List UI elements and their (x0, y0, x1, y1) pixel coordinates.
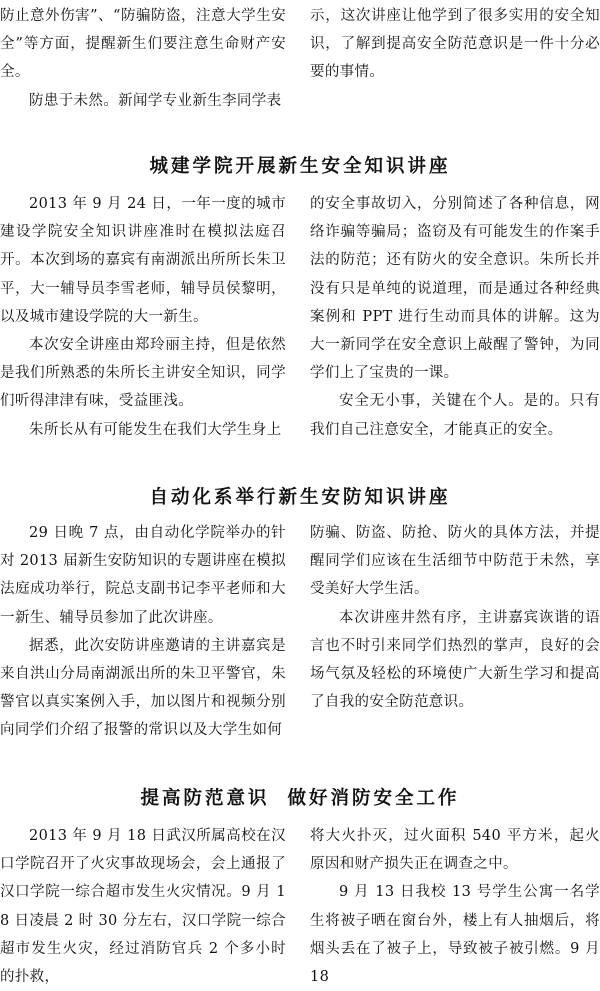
paragraph: 安全无小事，关键在个人。是的。只有我们自己注意安全，才能真正的安全。 (310, 393, 600, 438)
paragraph: 据悉，此次安防讲座邀请的主讲嘉宾是来自洪山分局南湖派出所的朱卫平警官，朱警官以真实案例入手，加以图片和视频分别向同学们介绍了报警的常识以及大学生如何 (0, 637, 286, 739)
article2-right-column (310, 519, 600, 745)
paragraph: 29 日晚 7 点，由自动化学院举办的针对 2013 届新生安防知识的专题讲座在模拟法庭成功举行，院总支副书记李平老师和大一新生、辅导员参加了此次讲座。 (0, 525, 286, 626)
article-title-fire-safety (0, 784, 600, 810)
continued-article (0, 2, 600, 115)
article-automation (0, 519, 600, 745)
article-title-automation: 自动化系举行新生安防知识讲座 (149, 487, 451, 508)
paragraph: 防止意外伤害”、“防骗防盗，注意大学生安全”等方面，提醒新生们要注意生命财产安全。 (0, 8, 286, 81)
paragraph: 防患于未然。新闻学专业新生李同学表 (29, 92, 282, 109)
continued-right-column (310, 2, 600, 115)
article-fire-safety (0, 822, 600, 991)
title-part-1: 提高防范意识 (140, 788, 270, 809)
paragraph: 9 月 13 日我校 13 号学生公寓一名学生将被子晒在窗台外，楼上有人抽烟后，将烟头丢在了被子上，导致被子被引燃。9 月 18 (310, 884, 600, 986)
article-title-urban-construction: 城建学院开展新生安全知识讲座 (149, 156, 451, 177)
paragraph: 示，这次讲座让他学到了很多实用的安全知识，了解到提高安全防范意识是一件十分必要的事情。 (310, 8, 600, 81)
paragraph: 本次讲座井然有序，主讲嘉宾诙谐的语言也不时引来同学们热烈的掌声，良好的会场气氛及轻松的环境使广大新生学习和提高了自我的安全防范意识。 (310, 609, 600, 711)
article2-left-column (0, 519, 286, 745)
paragraph: 2013 年 9 月 24 日，一年一度的城市建设学院安全知识讲座准时在模拟法庭召开。本次到场的嘉宾有南湖派出所所长朱卫平，大一辅导员李雪老师，辅导员侯黎明，以及城市建设学院的大一新生。 (0, 196, 286, 325)
paragraph: 2013 年 9 月 18 日武汉所属高校在汉口学院召开了火灾事故现场会，会上通报了汉口学院一综合超市发生火灾情况。9 月 18 日凌晨 2 时 30 分左右，汉口学院一综合超市发生火灾，经过消防官兵 2 个多小时的扑救， (0, 828, 286, 986)
article1-right-column (310, 190, 600, 444)
article-urban-construction (0, 190, 600, 444)
article3-right-column (310, 822, 600, 991)
article3-left-column (0, 822, 286, 991)
paragraph: 防骗、防盗、防抢、防火的具体方法，并提醒同学们应该在生活细节中防范于未然，享受美好大学生活。 (310, 525, 600, 598)
continued-left-column (0, 2, 286, 115)
title-part-2: 做好消防安全工作 (287, 788, 460, 809)
paragraph: 将大火扑灭，过火面积 540 平方米，起火原因和财产损失正在调查之中。 (310, 828, 600, 873)
paragraph: 的安全事故切入，分别简述了各种信息，网络诈骗等骗局；盗窃及有可能发生的作案手法的防范；还有防火的安全意识。朱所长并没有只是单纯的说道理，而是通过各种经典案例和 PPT 进行生动而具体的讲解。这为大一新同学在安全意识上敲醒了警钟，为同学们上了宝贵的一课。 (310, 196, 600, 382)
article1-left-column (0, 190, 286, 444)
paragraph: 朱所长从有可能发生在我们大学生身上 (29, 421, 282, 438)
paragraph: 本次安全讲座由郑玲丽主持，但是依然是我们所熟悉的朱所长主讲安全知识，同学们听得津津有味，受益匪浅。 (0, 337, 286, 410)
